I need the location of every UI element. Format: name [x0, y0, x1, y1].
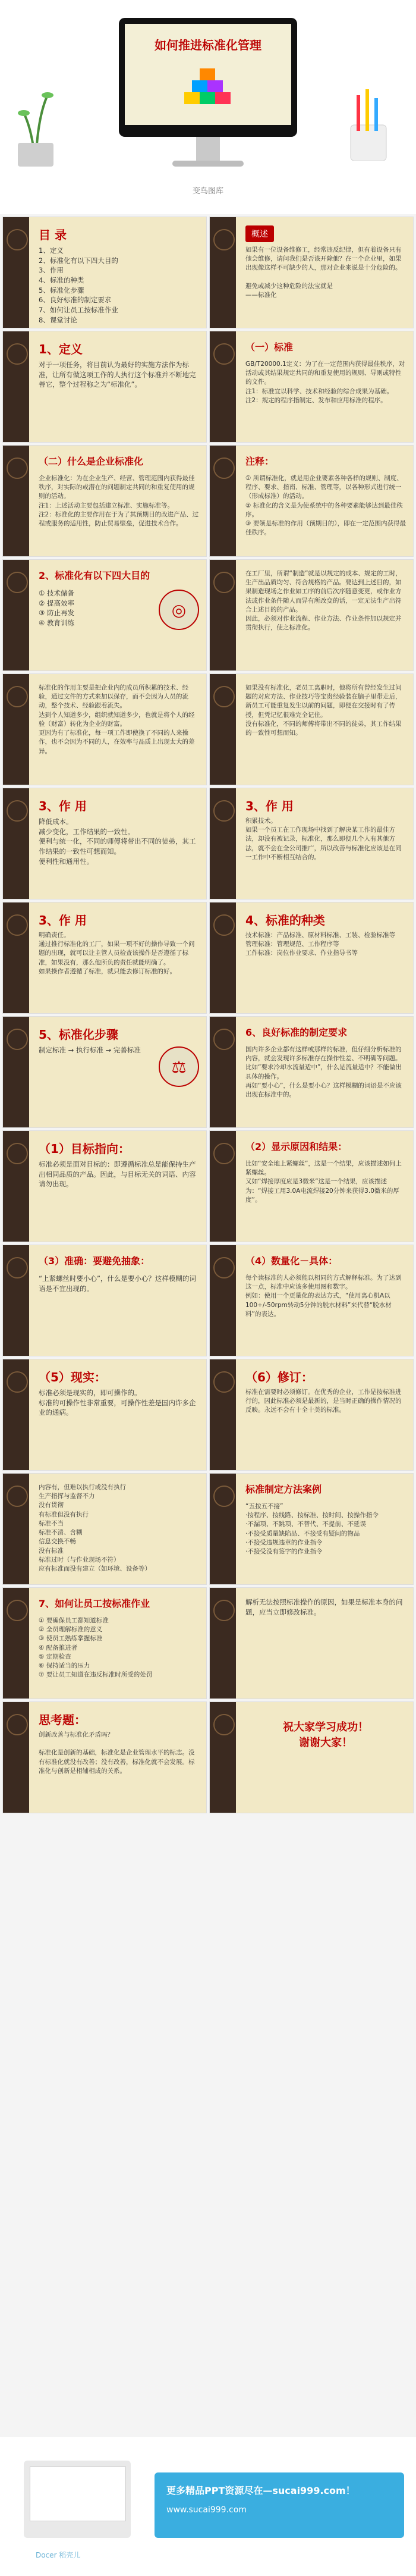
slide-tag: 概述: [245, 225, 274, 242]
slide-body: ① 要确保员工都知道标准 ② 全员理解标准的意义 ③ 使员工熟练掌握标准 ④ 配备推进者 ⑤ 定期检查 ⑥ 保持适当的压力 ⑦ 要让员工知道在违反标准时所受的处罚: [39, 1617, 153, 1679]
monitor-base: [172, 161, 244, 167]
slide-body: “上紧螺丝时要小心”，什么是要小心？这样模糊的词语是不宜出现的。: [39, 1274, 196, 1293]
laptop-illustration: [24, 2461, 131, 2538]
slide-title: （一）标准: [245, 341, 294, 353]
slide-title: 标准制定方法案例: [245, 1484, 322, 1495]
promo-line-2: www.sucai999.com: [166, 2505, 247, 2515]
slide-steps: [2, 1016, 207, 1128]
hero-credit: 变鸟图库: [192, 187, 223, 196]
slide-enterprise: [2, 445, 207, 557]
slide-body: 制定标准 → 执行标准 → 完善标准: [39, 1046, 141, 1054]
slide-body: 降低成本。 减少变化，工作结果的一致性。 便利与统一化，不同的师傅将带出不同的徒弟，其工作结果的一致性可想而知。 便利性和通用性。: [39, 817, 196, 866]
slide-realistic: [2, 1359, 207, 1471]
slide-body: 明确责任。 通过推行标准化的工厂，如果一项不好的操作导致一个问题的出现，就可以让主管人员检查该操作是否遵循了标准，如果没有，那么他所负的责任就能明确了。 如果操作者遵循了标准，就只能去修订标准的好。: [39, 932, 195, 975]
slide-body: 对于一项任务，将目前认为最好的实施方法作为标准，让所有做这项工作的人执行这个标准并不断地完善它，整个过程称之为“标准化”。: [39, 361, 196, 389]
slide-title: 目 录: [39, 228, 67, 242]
plant-illustration: [12, 48, 59, 167]
footer: [0, 2437, 416, 2576]
slide-title: 4、标准的种类: [245, 913, 325, 927]
target-icon: ◎: [159, 590, 199, 630]
slide-function-2: [209, 788, 414, 900]
slide-quantify: [209, 1245, 414, 1356]
slide-body: “五按五不接” ·按程序、按线路、按标准、按时间、按操作指令 ·不漏项、不跳项、不替代、不提前、不延误 ·不接受质量缺陷品、不接受有疑问的物品 ·不接受违规违章的作业指令 ·不接受没有签字的作业指令: [245, 1503, 379, 1556]
slide-notes: [209, 445, 414, 557]
slide-body: 创新改善与标准化矛盾吗？ 标准化是创新的基础，标准化是企业管理水平的标志。没有标准化就没有改善；没有改善，标准化就不会发展。标准化与创新是相辅相成的关系。: [39, 1731, 195, 1775]
slide-revise: [209, 1359, 414, 1471]
slide-body: 标准化的作用主要是把企业内的成员所积累的技术、经验，通过文件的方式来加以保存，而不会因为人员的流动，整个技术、经验跟着流失。 达到个人知道多少，组织就知道多少，也就是将个人的经验（财富）转化为企业的财富。 更因为有了标准化，每一项工作即使换了不同的人来操作，也不会因为不同的人，在效率与品质上出现太大的差异。: [39, 684, 195, 755]
slide-title: 注释：: [245, 456, 275, 467]
slide-thinking: [2, 1701, 207, 1813]
slide-title: 3、作 用: [39, 913, 87, 927]
slide-title: （4）数量化－具体：: [245, 1255, 338, 1267]
slide-manufacturing: [209, 559, 414, 671]
slide-body: 标准必须是面对目标的：即遵循标准总是能保持生产出相同品质的产品。因此，与目标无关的词语、内容请勿出现。: [39, 1160, 196, 1189]
slide-title: 3、作 用: [39, 799, 87, 813]
slide-body: GB/T20000.1定义：为了在一定范围内获得最佳秩序，对活动或其结果规定共同的和重复使用的规则、导则或特性的文件。 注1：标准宜以科学、技术和经验的综合成果为基础。 注2：规定的程序指制定、发布和应用标准的程序。: [245, 361, 405, 404]
slide-body: ① 所谓标准化，就是用企业要素各种各样的规则、制度、程序、要求、指南、标准、管理等，以各种形式进行统一（形成标准）的活动。 ② 标准化的含义是为使系统中的各种要素能够达到最佳秩序。 ③ 要领是标准的作用（预期目的），即在一定范围内获得最佳秩序。: [245, 475, 406, 537]
slide-title: （5）现实：: [39, 1370, 106, 1384]
slide-accuracy: [2, 1245, 207, 1356]
slide-analysis: [209, 1587, 414, 1699]
slide-title: 5、标准化步骤: [39, 1027, 118, 1042]
docer-watermark: Docer 稻壳儿: [36, 2551, 81, 2559]
slide-body: 如果没有标准化，老员工离职时，他将所有曾经发生过问题的对应方法、作业技巧等宝贵经验装在脑子里带走后，新员工可能重复发生以前的问题，即便在交接时有了传授，但凭记忆很难完全记住。 没有标准化，不同的师傅将带出不同的徒弟，其工作结果的一致性可想而知。: [245, 684, 402, 737]
slide-purposes: [2, 559, 207, 671]
slide-intro: [209, 217, 414, 328]
slide-problems: [2, 1473, 207, 1585]
slide-function-1: [2, 788, 207, 900]
slide-target: [2, 1130, 207, 1242]
slide-body: 祝大家学习成功！ 谢谢大家！: [283, 1721, 368, 1750]
slide-title: 1、定义: [39, 342, 83, 356]
slide-title: 6、良好标准的制定要求: [245, 1027, 348, 1038]
slide-title: （6）修订：: [245, 1370, 313, 1384]
slide-cause-effect: [209, 1130, 414, 1242]
slide-thanks: [209, 1701, 414, 1813]
slide-body: 企业标准化：为在企业生产、经营、管理范围内获得最佳秩序，对实际的或潜在的问题制定共同的和重复使用的规则的活动。 注1：上述活动主要包括建立标准、实施标准等。 注2：标准化的主要作用在于为了其预期目的改进产品、过程或服务的适用性，防止贸易壁垒，促进技术合作。: [39, 475, 199, 528]
slide-title: 2、标准化有以下四大目的: [39, 570, 150, 581]
slide-body: 解析无法按照标准操作的原因，如果是标准本身的问题，应当立即修改标准。: [245, 1598, 403, 1616]
slide-toc: [2, 217, 207, 328]
slide-body: 每个读标准的人必须能以相同的方式解释标准。为了达到这一点，标准中应该多使用图和数字。 例如：使用一个更量化的表达方式，“使用离心机A以100+/-50rpm转动5分钟的脱水材料”来代替“脱水材料”的表达。: [245, 1274, 402, 1318]
slide-body: 内容有，但难以执行或没有执行 生产指挥与监督不力 没有贯彻 有标准但没有执行 标准不当 标准不清、含糊 信息交换不畅 没有标准 标准过时（与作业现场不符） 应有标准而没有建立（如环境、设备等）: [39, 1484, 151, 1572]
slide-employees: [2, 1587, 207, 1699]
slide-title: 7、如何让员工按标准作业: [39, 1598, 150, 1609]
slide-title: （3）准确：要避免抽象：: [39, 1255, 150, 1267]
scale-icon: ⚖: [159, 1046, 199, 1087]
slide-body: 积累技术。 如果一个员工在工作现场中找到了解决某工作的最佳方法，却没有被记录，标准化，那么即便几个人有其他方法，就不会在全公司推广，所以改善与标准化应该是在同一工作中不断相互结合的。: [245, 817, 402, 861]
slide-title: （2）显示原因和结果：: [245, 1141, 348, 1152]
slide-case: [209, 1473, 414, 1585]
slide-role-2: [209, 673, 414, 785]
slide-body: 标准必须是现实的，即可操作的。 标准的可操作性非常重要，可操作性差是国内许多企业的通病。: [39, 1389, 196, 1417]
slide-body: 在工厂里，所谓“制造”就是以规定的成本、规定的工时，生产出品质均匀、符合规格的产品。要达到上述目的，如果制造现场之作业如工序的前后次序随意变更，或作业方法或作业条件随人而异有所改变的话，一定无法生产出符合上述目的的产品。 因此，必须对作业流程、作业方法、作业条件加以规定并贯彻执行，使之标准化。: [245, 570, 402, 632]
blocks-illustration: [184, 68, 232, 116]
slide-title: 3、作 用: [245, 799, 294, 813]
slide-standard: [209, 331, 414, 443]
promo-banner: [155, 2472, 404, 2538]
hero-panel: [0, 0, 416, 214]
monitor: [119, 18, 297, 137]
slide-body: ① 技术储备 ② 提高效率 ③ 防止再发 ④ 教育训练: [39, 589, 74, 628]
slide-body: 技术标准：产品标准、原材料标准、工装、检验标准等 管理标准：管理规范、工作程序等 工作标准：岗位作业要求、作业指导书等: [245, 932, 395, 957]
slide-body: 标准在需要时必须修订。在优秀的企业，工作是按标准进行的，因此标准必须是最新的，是当时正确的操作情况的反映。永远不会有十全十美的标准。: [245, 1389, 402, 1414]
slide-body: 1、定义 2、标准化有以下四大目的 3、作用 4、标准的种类 5、标准化步骤 6、良好标准的制定要求 7、如何让员工按标准作业 8、课堂讨论: [39, 246, 118, 324]
monitor-screen: [125, 24, 291, 125]
slide-function-3: [2, 902, 207, 1014]
slide-types: [209, 902, 414, 1014]
slide-body: 如果有一位设备维修工，经常违反纪律，但有着设备只有他会维修，请问我们是否该开除他？在一个企业里，如果出现像这样不可缺少的人，那对企业来说是十分危险的。 避免或减少这种危险的法宝就是 ——标准化: [245, 246, 402, 299]
slide-body: 比如“安全地上紧螺丝”，这是一个结果，应该描述如何上紧螺丝。 又如“焊接厚度应是3微米”这是一个结果，应该描述为：“焊接工用3.0A电流焊接20分钟来获得3.0微米的厚度”。: [245, 1160, 402, 1204]
slide-body: 国内许多企业都有这样或那样的标准，但仔细分析标准的内容，就会发现许多标准存在操作性差、不明确等问题。 比如“要求冷却水流量适中”，什么是流量适中？不能做出具体的操作。 再如“要小心”，什么是要小心？这样模糊的词语是不应该出现在标准中的。: [245, 1046, 402, 1099]
monitor-stand: [196, 137, 220, 161]
slide-title: （二）什么是企业标准化: [39, 456, 144, 467]
promo-line-1: 更多精品PPT资源尽在—sucai999.com！: [166, 2485, 355, 2496]
slide-title: 思考题：: [39, 1713, 86, 1727]
pen-holder-illustration: [339, 89, 398, 161]
slide-requirements: [209, 1016, 414, 1128]
slide-definition: [2, 331, 207, 443]
slide-title: （1）目标指向：: [39, 1142, 130, 1156]
hero-title: 如何推进标准化管理: [155, 38, 261, 52]
slide-role-1: [2, 673, 207, 785]
